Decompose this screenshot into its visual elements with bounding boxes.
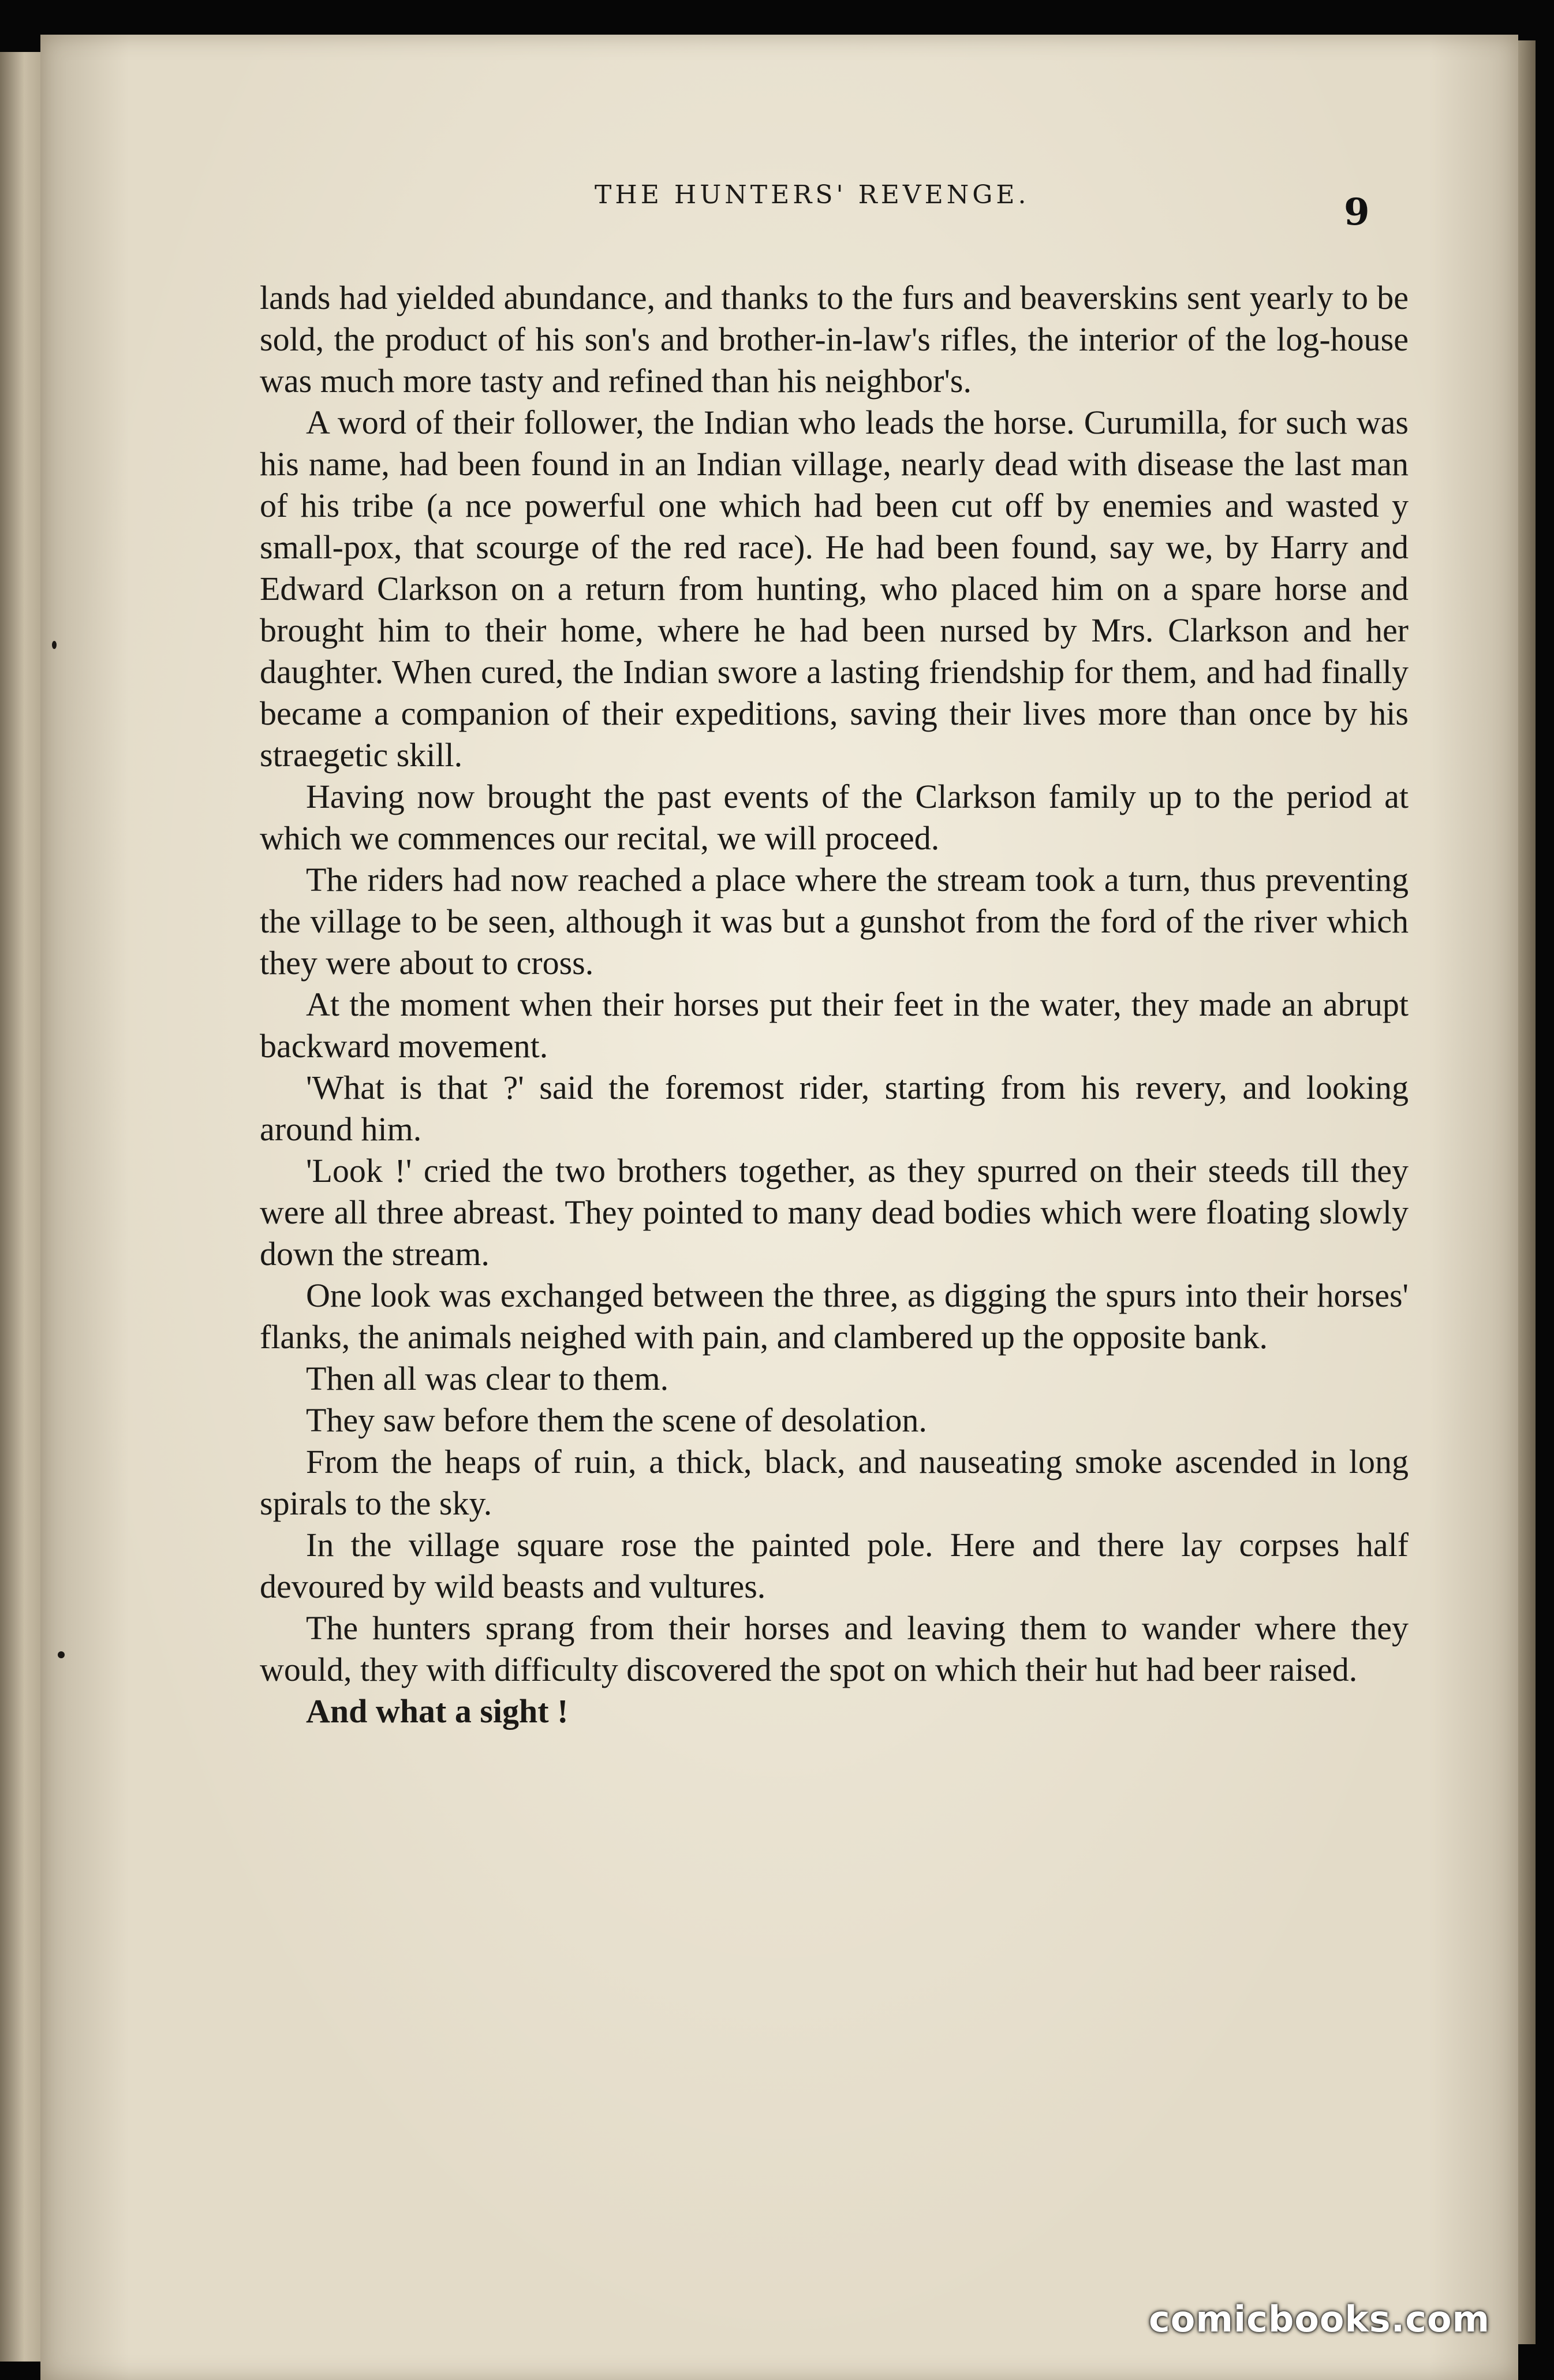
running-head-title: THE HUNTERS' REVENGE. [595,180,1030,210]
paragraph: lands had yielded abundance, and thanks to the furs and beaverskins sent yearly to be sold, the product of his son's and brother-in-law's rifles, the interior of the log-house was much more tasty and refined than his neighbor's. [260,279,1409,400]
paragraph: From the heaps of ruin, a thick, black, and nauseating smoke ascended in long spirals to the sky. [260,1443,1409,1522]
paragraph: One look was exchanged between the three, as digging the spurs into their horses' flanks, the animals neighed with pain, and clambered up the opposite bank. [260,1277,1409,1356]
paragraph: They saw before them the scene of desolation. [306,1401,927,1439]
page-number: 9 [1344,191,1370,234]
margin-ink-spot [58,1651,65,1658]
running-head [40,173,1518,219]
paragraph: 'Look !' cried the two brothers together, as they spurred on their steeds till they were all three abreast. They pointed to many dead bodies which were floating slowly down the stream. [260,1152,1409,1273]
paragraph: And what a sight ! [306,1692,569,1730]
facing-page-edge [0,52,40,2362]
site-watermark: comicbooks.com [1149,2298,1491,2340]
paragraph: Then all was clear to them. [306,1360,669,1397]
paragraph: The hunters sprang from their horses and leaving them to wander where they would, they with difficulty discovered the spot on which their hut had beer raised. [260,1609,1409,1688]
book-page [40,35,1518,2380]
paragraph: In the village square rose the painted pole. Here and there lay corpses half devoured by wild beasts and vultures. [260,1526,1409,1605]
page-stack-edge [1518,40,1536,2344]
paragraph: Having now brought the past events of the Clarkson family up to the period at which we commences our recital, we will proceed. [260,778,1409,857]
paragraph: The riders had now reached a place where the stream took a turn, thus preventing the village to be seen, although it was but a gunshot from the ford of the river which they were about to cross. [260,861,1409,982]
paragraph: 'What is that ?' said the foremost rider, starting from his revery, and looking around him. [260,1069,1409,1148]
paragraph: At the moment when their horses put their feet in the water, they made an abrupt backward movement. [260,986,1409,1065]
paragraph: A word of their follower, the Indian who leads the horse. Curumilla, for such was his name, had been found in an Indian village, nearly dead with disease the last man of his tribe (a nce powerful one which had been cut off by enemies and wasted y small-pox, that scourge of the red race). He had been found, say we, by Harry and Edward Clarkson on a return from hunting, who placed him on a spare horse and brought him to their home, where he had been nursed by Mrs. Clarkson and her daughter. When cured, the Indian swore a lasting friendship for them, and had finally became a companion of their expeditions, saving their lives more than once by his straegetic skill. [260,404,1409,774]
body-text [260,277,1409,1732]
margin-ink-spot [52,641,57,649]
